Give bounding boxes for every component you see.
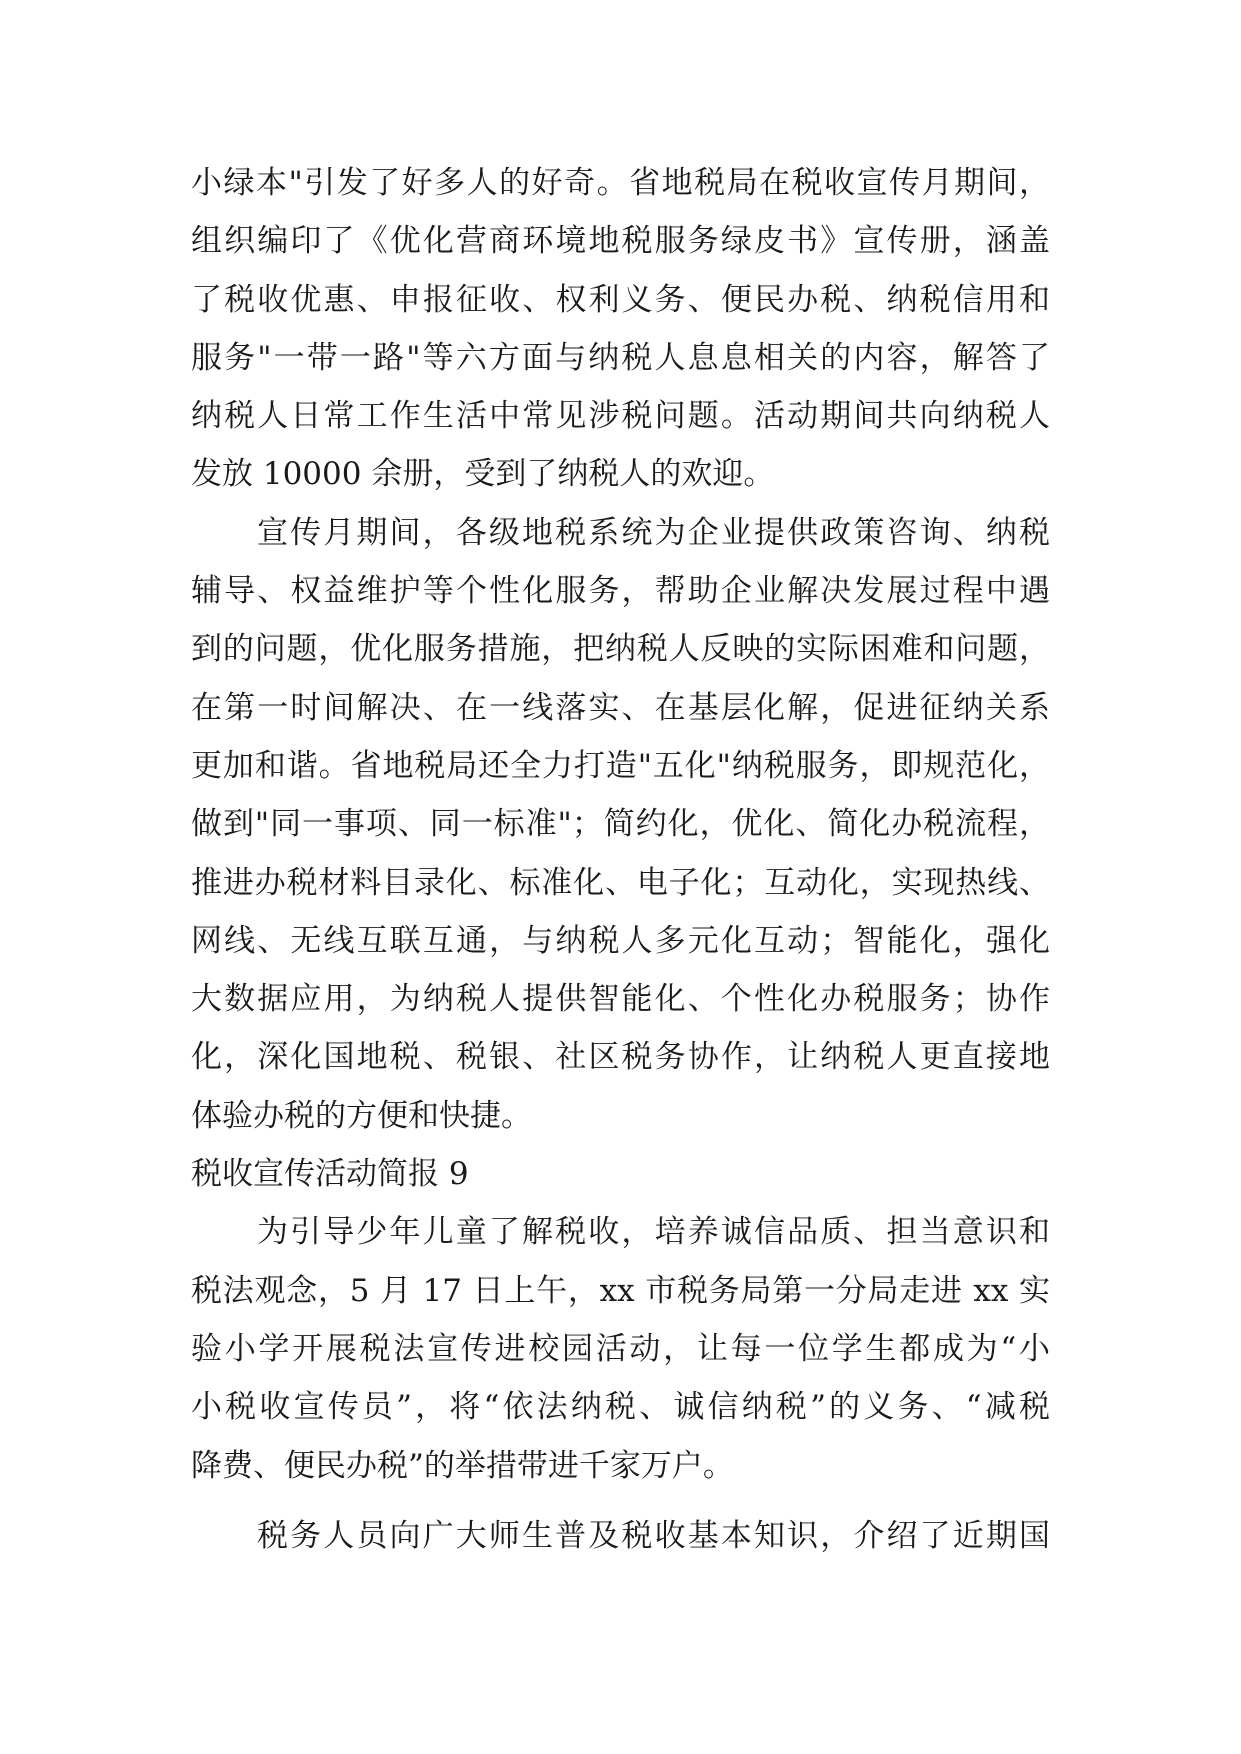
text-line: 组织编印了《优化营商环境地税服务绿皮书》宣传册，涵盖 (191, 223, 1050, 260)
paragraph-tax-services (191, 504, 1050, 1145)
text-line: 辅导、权益维护等个性化服务，帮助企业解决发展过程中遇 (191, 573, 1050, 610)
paragraph-school-campaign (191, 1203, 1050, 1494)
text-line: 体验办税的方便和快捷。 (191, 1097, 532, 1134)
paragraph-tax-knowledge (191, 1507, 1050, 1565)
text-line: 服务"一带一路"等六方面与纳税人息息相关的内容，解答了 (191, 339, 1050, 376)
text-line: 降费、便民办税”的举措带进千家万户。 (191, 1447, 734, 1484)
text-line: 验小学开展税法宣传进校园活动，让每一位学生都成为“小 (191, 1330, 1050, 1367)
section-heading: 税收宣传活动简报 9 (191, 1156, 469, 1193)
text-line: 了税收优惠、申报征收、权利义务、便民办税、纳税信用和 (191, 281, 1050, 318)
text-line: 推进办税材料目录化、标准化、电子化；互动化，实现热线、 (191, 864, 1050, 901)
text-line: 在第一时间解决、在一线落实、在基层化解，促进征纳关系 (191, 689, 1050, 726)
text-line: 发放 10000 余册，受到了纳税人的欢迎。 (191, 456, 775, 493)
text-line: 小绿本"引发了好多人的好奇。省地税局在税收宣传月期间， (191, 165, 1050, 201)
text-line: 税法观念，5 月 17 日上午，xx 市税务局第一分局走进 xx 实 (191, 1272, 1050, 1309)
text-line: 更加和谐。省地税局还全力打造"五化"纳税服务，即规范化， (191, 747, 1050, 784)
text-line: 为引导少年儿童了解税收，培养诚信品质、担当意识和 (257, 1214, 1050, 1251)
text-line: 化，深化国地税、税银、社区税务协作，让纳税人更直接地 (191, 1039, 1050, 1076)
text-line: 宣传月期间，各级地税系统为企业提供政策咨询、纳税 (257, 514, 1050, 551)
text-line: 纳税人日常工作生活中常见涉税问题。活动期间共向纳税人 (191, 398, 1050, 435)
text-line: 大数据应用，为纳税人提供智能化、个性化办税服务；协作 (191, 981, 1050, 1018)
text-line: 网线、无线互联互通，与纳税人多元化互动；智能化，强化 (191, 922, 1050, 959)
document-body (191, 154, 1050, 1565)
text-line: 到的问题，优化服务措施，把纳税人反映的实际困难和问题， (191, 631, 1050, 668)
text-line: 税务人员向广大师生普及税收基本知识，介绍了近期国 (257, 1517, 1050, 1554)
paragraph-green-book (191, 154, 1050, 504)
text-line: 做到"同一事项、同一标准"；简约化，优化、简化办税流程， (191, 806, 1050, 843)
text-line: 小税收宣传员”，将“依法纳税、诚信纳税”的义务、“减税 (191, 1389, 1050, 1426)
